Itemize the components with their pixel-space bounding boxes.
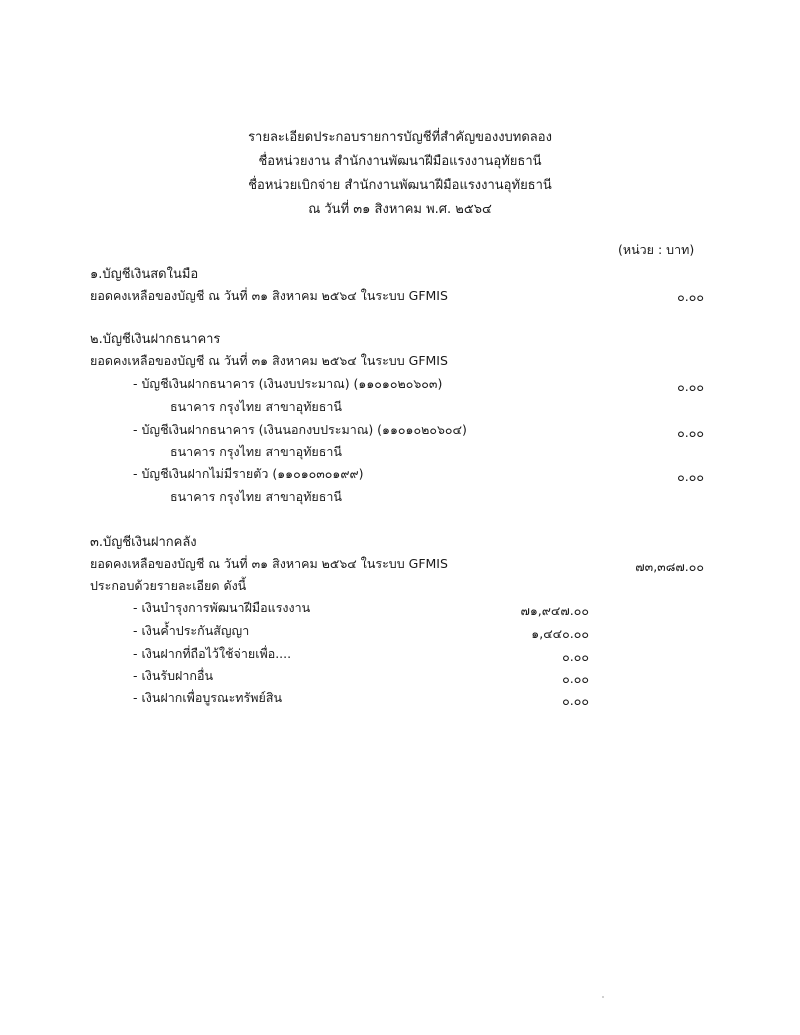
section3-item-label: - เงินค้ำประกันสัญญา xyxy=(133,623,250,638)
section3-balance-label: ยอดคงเหลือของบัญชี ณ วันที่ ๓๑ สิงหาคม ๒๕๖๔ ในระบบ GFMIS xyxy=(90,556,448,571)
section2-balance-label: ยอดคงเหลือของบัญชี ณ วันที่ ๓๑ สิงหาคม ๒๕๖๔ ในระบบ GFMIS xyxy=(90,353,448,368)
section3-balance-value: ๗๓,๓๘๗.๐๐ xyxy=(635,559,704,574)
section2-item-value: ๐.๐๐ xyxy=(677,379,704,394)
section3-item-label: - เงินบำรุงการพัฒนาฝีมือแรงงาน xyxy=(133,600,311,615)
scan-artifact xyxy=(602,996,604,998)
section2-item-label: - บัญชีเงินฝากธนาคาร (เงินนอกงบประมาณ) (๑๑๐๑๐๒๐๖๐๔) xyxy=(133,422,467,437)
section3-item-value: ๗๑,๙๔๗.๐๐ xyxy=(520,603,589,618)
section3-heading: ๓.บัญชีเงินฝากคลัง xyxy=(90,535,197,550)
section1-heading: ๑.บัญชีเงินสดในมือ xyxy=(90,267,199,282)
section2-item-value: ๐.๐๐ xyxy=(677,469,704,484)
section2-item-label: - บัญชีเงินฝากไม่มีรายตัว (๑๑๐๑๐๓๐๑๙๙) xyxy=(133,466,364,481)
agency-name: ชื่อหน่วยงาน สำนักงานพัฒนาฝีมือแรงงานอุทัยธานี xyxy=(258,154,542,169)
section1-balance-label: ยอดคงเหลือของบัญชี ณ วันที่ ๓๑ สิงหาคม ๒๕๖๔ ในระบบ GFMIS xyxy=(90,288,448,303)
section3-item-label: - เงินฝากที่ถือไว้ใช้จ่ายเพื่อ.... xyxy=(133,646,292,661)
section2-item-label: - บัญชีเงินฝากธนาคาร (เงินงบประมาณ) (๑๑๐๑๐๒๐๖๐๓) xyxy=(133,376,443,391)
section2-item-bank: ธนาคาร กรุงไทย สาขาอุทัยธานี xyxy=(170,399,342,414)
section3-item-value: ๐.๐๐ xyxy=(562,671,589,686)
section2-heading: ๒.บัญชีเงินฝากธนาคาร xyxy=(90,332,221,347)
section3-item-label: - เงินรับฝากอื่น xyxy=(133,668,214,683)
section3-item-value: ๐.๐๐ xyxy=(562,693,589,708)
section3-item-value: ๐.๐๐ xyxy=(562,649,589,664)
as-of-date: ณ วันที่ ๓๑ สิงหาคม พ.ศ. ๒๕๖๔ xyxy=(308,202,492,217)
doc-title: รายละเอียดประกอบรายการบัญชีที่สำคัญของงบทดลอง xyxy=(248,130,552,145)
section3-detail-label: ประกอบด้วยรายละเอียด ดังนี้ xyxy=(90,578,247,593)
section2-item-bank: ธนาคาร กรุงไทย สาขาอุทัยธานี xyxy=(170,489,342,504)
section1-balance-value: ๐.๐๐ xyxy=(677,289,704,304)
section2-item-bank: ธนาคาร กรุงไทย สาขาอุทัยธานี xyxy=(170,444,342,459)
unit-label: (หน่วย : บาท) xyxy=(618,242,695,257)
section3-item-value: ๑,๔๔๐.๐๐ xyxy=(531,626,589,641)
disbursing-unit-name: ชื่อหน่วยเบิกจ่าย สำนักงานพัฒนาฝีมือแรงงานอุทัยธานี xyxy=(248,178,552,193)
section3-item-label: - เงินฝากเพื่อบูรณะทรัพย์สิน xyxy=(133,690,282,705)
section2-item-value: ๐.๐๐ xyxy=(677,425,704,440)
